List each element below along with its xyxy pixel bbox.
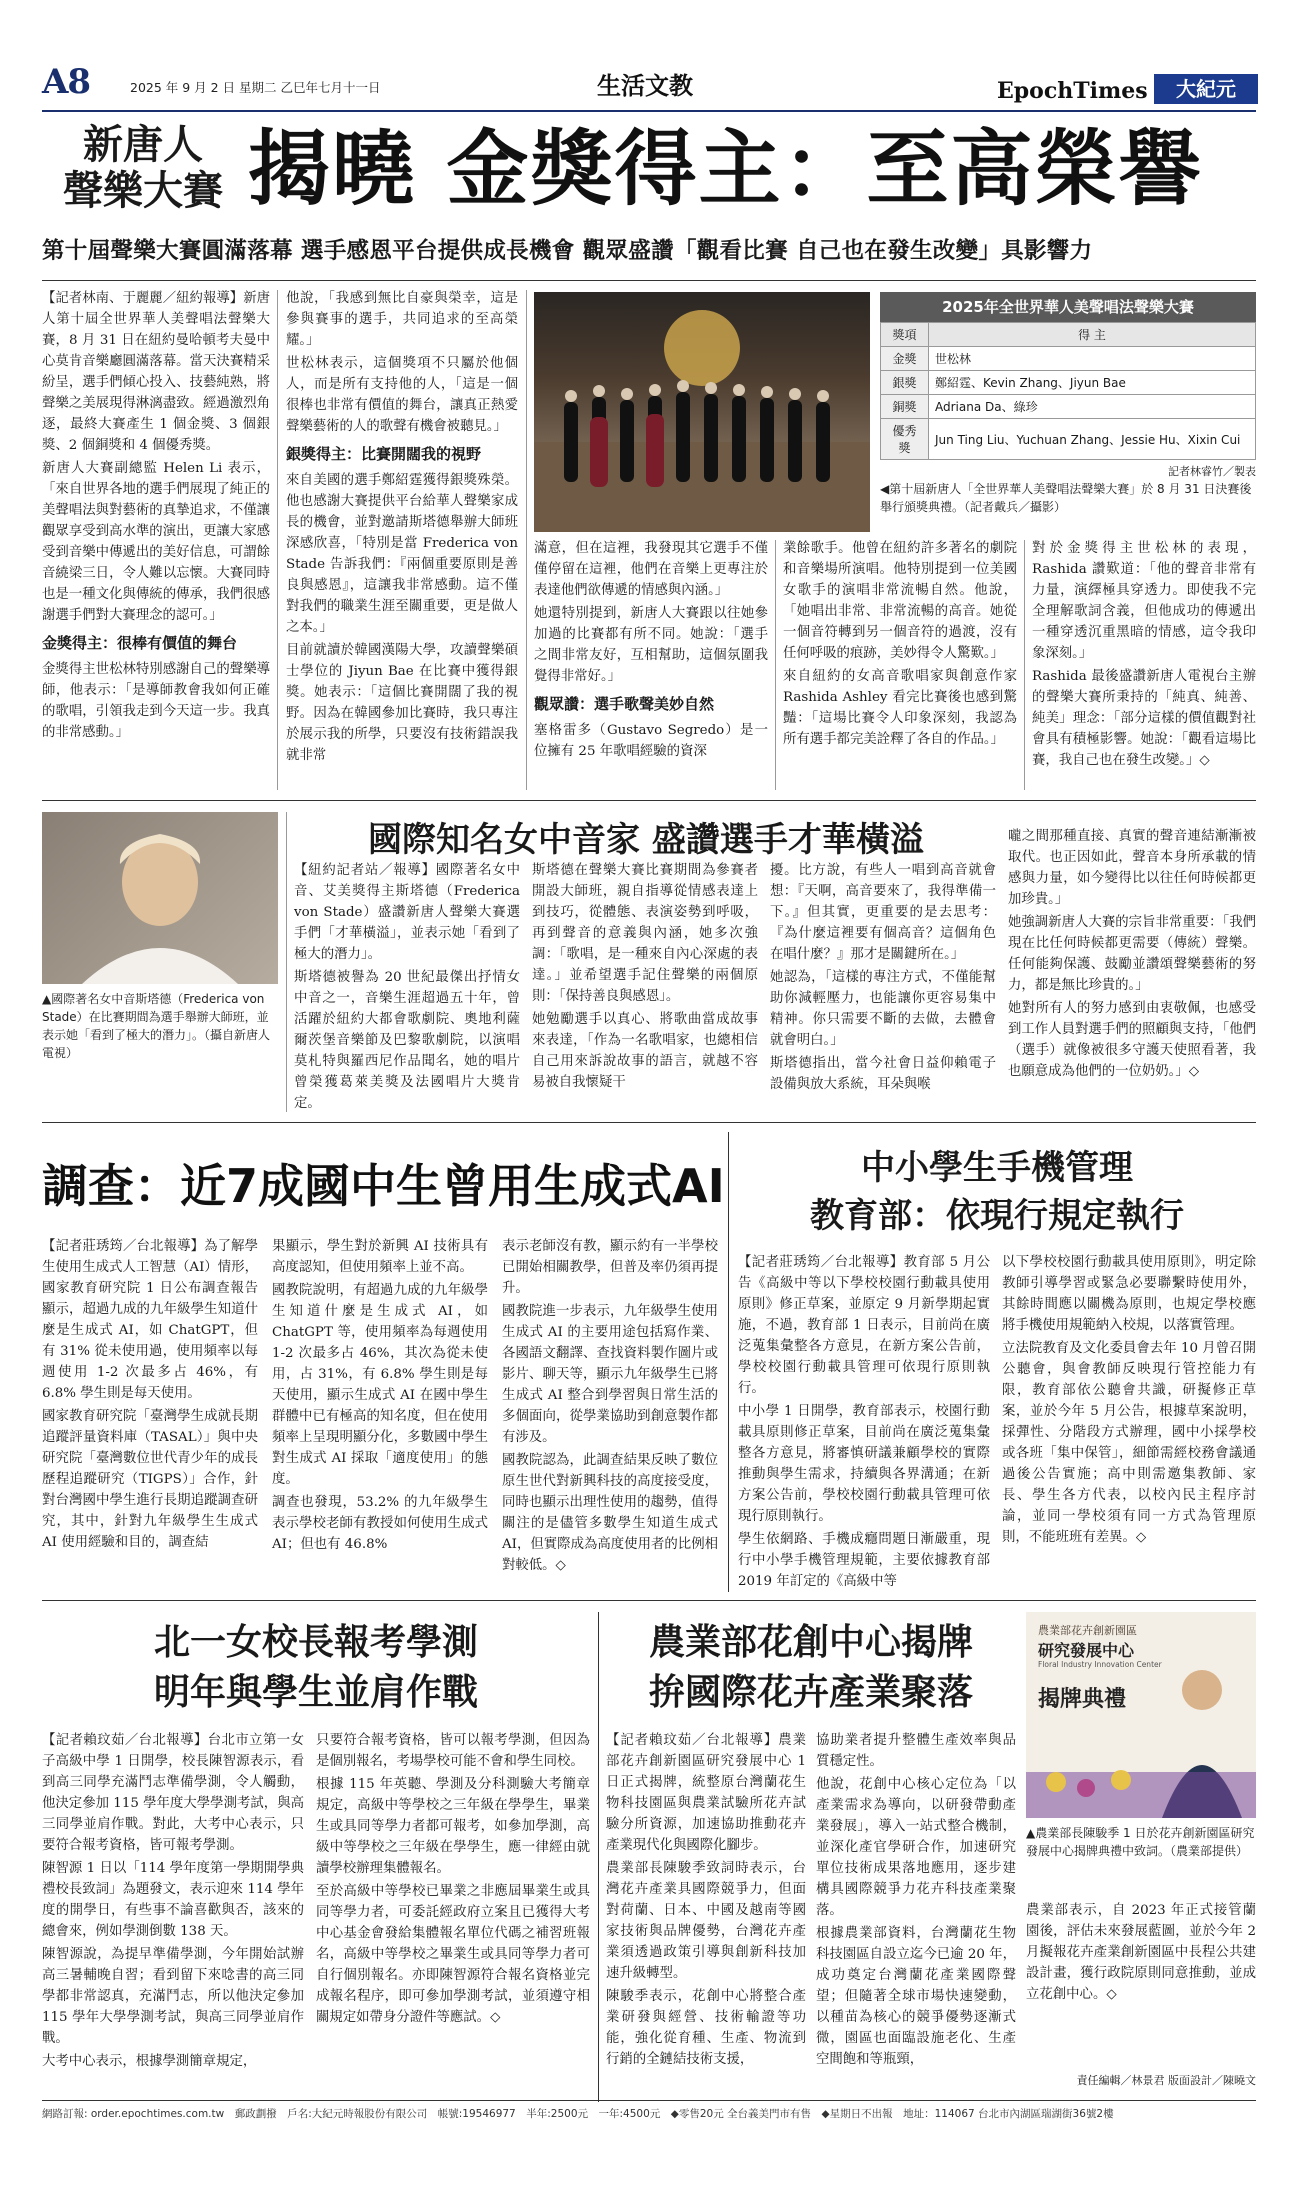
story6-paragraph: 農業部長陳駿季致詞時表示，台灣花卉產業具國際競爭力，但面對荷蘭、日本、中國及越南等國家技術與品牌優勢，台灣花卉產業須透過政策引導與創新科技加速升級轉型。 — [606, 1861, 806, 1981]
table-row — [881, 419, 1256, 460]
story6-photo-caption: ▲農業部長陳駿季 1 日於花卉創新園區研究發展中心揭牌典禮中致詞。（農業部提供） — [1026, 1826, 1255, 1858]
footer-rule — [42, 2100, 1256, 2101]
section-rule — [42, 800, 1256, 801]
table-cell-award: 優秀獎 — [881, 419, 929, 460]
story4-column-1 — [738, 1252, 990, 1594]
awards-table-credit: 記者林睿竹／製表 — [1168, 465, 1256, 478]
story2-column-1 — [294, 860, 520, 1116]
story2-paragraph: 擾。比方說，有些人一唱到高音就會想：『天啊，高音要來了，我得準備一下。』但其實，更重要的是去思考：『為什麼這裡要有個高音？這個角色在唱什麼？』那才是關鍵所在。」 — [770, 863, 996, 962]
story6-column-3 — [1026, 1900, 1256, 2007]
story5-paragraph: 至於高級中等學校已畢業之非應屆畢業生或具同等學力者，可委託經政府立案且已獲得大考中心基金會發給集體報名單位代碼之補習班報名，高級中等學校之畢業生或具同等學力者可自行個別報名。亦即陳智源符合報名資格並完成報名程序，即可參加學測考試，並須遵守相關規定如帶身分證件等應試。◇ — [316, 1884, 590, 2025]
column-divider — [277, 290, 278, 790]
table-cell-winners: Jun Ting Liu、Yuchuan Zhang、Jessie Hu、Xixin Cui — [929, 419, 1256, 460]
lead-paragraph: 業餘歌手。他曾在紐約許多著名的劇院和音樂場所演唱。他特別提到一位美國女歌手的演唱非常流暢自然。他說，「她唱出非常、非常流暢的高音。她從一個音符轉到另一個音符的過渡，沒有任何呼吸的痕跡，美妙得令人驚歎。」 — [783, 541, 1017, 661]
layout-credit: 責任編輯／林景君 版面設計／陳曉文 — [1076, 2074, 1256, 2087]
story5-paragraph: 只要符合報考資格，皆可以報考學測，但因為是個別報名，考場學校可能不會和學生同校。 — [316, 1733, 590, 1769]
story6-paragraph: 協助業者提升整體生產效率與品質穩定性。 — [816, 1733, 1016, 1769]
story2-headline: 國際知名女中音家 盛讚選手才華橫溢 — [368, 820, 924, 860]
lead-paragraph: 新唐人大賽副總監 Helen Li 表示，「來自世界各地的選手們展現了純正的美聲唱法與對藝術的真摯追求，不僅讓觀眾享受到高水準的演出，更讓大家感受到音樂中傳遞出的美好信息，可謂餘音繞梁三日，令人難以忘懷。大賽同時也是一種文化與傳統的傳承，我們很感謝選手們對大賽理念的認可。」 — [42, 461, 270, 623]
page-number: A8 — [42, 62, 91, 102]
table-cell-award: 金獎 — [881, 347, 929, 371]
banner-line-4: 揭牌典禮 — [1038, 1687, 1127, 1712]
table-header-row — [881, 323, 1256, 347]
story2-paragraph: 她強調新唐人大賽的宗旨非常重要：「我們現在比任何時候都更需要（傳統）聲樂。任何能夠保護、鼓勵並讚頌聲樂藝術的努力，都是無比珍貴的。」 — [1008, 915, 1256, 993]
table-cell-winners: Adriana Da、綠珍 — [929, 395, 1256, 419]
story5-headline — [42, 1618, 590, 1718]
story6-paragraph: 他說，花創中心核心定位為「以產業需求為導向，以研發帶動產業發展」，導入一站式整合機制，並深化產官學研合作，加速研究單位技術成果落地應用，逐步建構具國際競爭力花卉科技產業聚落。 — [816, 1777, 1016, 1918]
story6-photo-art — [1026, 1612, 1256, 1818]
story6-photo — [1026, 1612, 1256, 1818]
story2-paragraph: 【紐約記者站／報導】國際著名女中音、艾美獎得主斯塔德（Frederica von Stade）盛讚新唐人聲樂大賽選手們「才華橫溢」，並表示她「看到了極大的潛力」。 — [294, 863, 520, 962]
story5-headline-line-1: 北一女校長報考學測 — [153, 1622, 478, 1663]
story5-paragraph: 根據 115 年英聽、學測及分科測驗大考簡章規定，高級中等學校之三年級在學學生，畢業生或具同等學力者都可報考，如參加學測，高級中等學校之三年級在學學生，應一律經由就讀學校辦理集體報名。 — [316, 1777, 590, 1876]
lead-kicker — [48, 122, 238, 214]
lead-paragraph: 金獎得主世松林特別感謝自己的聲樂導師，他表示：「是導師教會我如何正確的歌唱，引領我走到今天這一步。我真的非常感動。」 — [42, 662, 270, 740]
table-header-cell: 得 主 — [929, 323, 1256, 347]
table-cell-winners: 鄭紹霆、Kevin Zhang、Jiyun Bae — [929, 371, 1256, 395]
lead-subheading-gold: 金獎得主：很棒有價值的舞台 — [42, 634, 238, 652]
story6-column-1 — [606, 1730, 806, 2072]
story2-paragraph: 嚨之間那種直接、真實的聲音連結漸漸被取代。也正因如此，聲音本身所承載的情感與力量，如今變得比以往任何時候都更加珍貴。」 — [1008, 829, 1256, 907]
lead-paragraph: 目前就讀於韓國漢陽大學，攻讀聲樂碩士學位的 Jiyun Bae 在比賽中獲得銀獎。她表示：「這個比賽開闊了我的視野。因為在韓國參加比賽時，我只專注於展示我的所學，只要沒有技術錯誤我就非常 — [286, 643, 518, 763]
table-row — [881, 347, 1256, 371]
story2-paragraph: 斯塔德指出，當今社會日益仰賴電子設備與放大系統，耳朵與喉 — [770, 1056, 996, 1092]
page-header — [42, 62, 1256, 110]
story5-paragraph: 【記者賴玟茹／台北報導】台北市立第一女子高級中學 1 日開學，校長陳智源表示，看到高三同學充滿鬥志準備學測，令人觸動，他決定參加 115 學年度大學學測考試，與高三同學並肩作戰。對此，大考中心表示，只要符合報考資格，皆可報考學測。 — [42, 1733, 304, 1853]
story5-paragraph: 陳智源 1 日以「114 學年度第一學期開學典禮校長致詞」為題發文，表示迎來 114 學年度的開學日，有些事不論喜歡與否，該來的總會來，例如學測倒數 138 天。 — [42, 1861, 304, 1939]
banner-line-3: Floral Industry Innovation Center — [1038, 1660, 1162, 1669]
story2-photo-art — [42, 812, 278, 984]
footer-info: 網路訂報: order.epochtimes.com.tw 郵政劃撥 戶名:大紀元時報股份有限公司 帳號:19546977 半年:2500元 一年:4500元 ◆零售20元 全台義美門市有售 ◆星期日不出報 地址：114067 台北市內湖區瑞湖街36號2樓 — [42, 2108, 1114, 2120]
lead-column-5 — [1032, 538, 1256, 773]
story6-headline — [606, 1618, 1016, 1718]
lead-paragraph: 他說，「我感到無比自豪與榮幸，這是參與賽事的選手，共同追求的至高榮耀。」 — [286, 291, 518, 348]
story4-column-2 — [1002, 1252, 1256, 1550]
story3-paragraph: 調查也發現，53.2% 的九年級學生表示學校老師有教授如何使用生成式 AI；但也有 46.8% — [272, 1495, 488, 1552]
story4-paragraph: 中小學 1 日開學，教育部表示，校園行動載具原則修正草案，目前尚在廣泛蒐集彙整各方意見，將審慎研議兼顧學校的實際推動與學生需求，持續與各界溝通；在新方案公告前，學校校園行動載具管理可依現行原則執行。 — [738, 1404, 990, 1524]
story3-column-2 — [272, 1236, 488, 1557]
story5-column-1 — [42, 1730, 304, 2074]
story2-paragraph: 她對所有人的努力感到由衷敬佩，也感受到工作人員對選手們的照顧與支持，「他們（選手）就像被很多守護天使照看著，我也願意成為他們的一位奶奶。」◇ — [1008, 1001, 1256, 1079]
story2-paragraph: 她勉勵選手以真心、將歌曲當成故事來表達，「作為一名歌唱家，也總相信自己用來訴說故事的語言，就越不容易被自我懷疑干 — [532, 1012, 758, 1090]
story6-paragraph: 陳駿季表示，花創中心將整合產業研發與經營、技術輸證等功能，強化從育種、生產、物流到行銷的全鏈結技術支援， — [606, 1989, 806, 2067]
table-header-cell: 獎項 — [881, 323, 929, 347]
story2-photo-caption: ▲國際著名女中音斯塔德（Frederica von Stade）在比賽期間為選手舉辦大師班，並表示她「看到了極大的潛力」。（攝自新唐人電視） — [42, 992, 271, 1060]
story2-column-4 — [1008, 826, 1256, 1084]
lead-column-1 — [42, 288, 270, 745]
lead-subhead: 第十屆聲樂大賽圓滿落幕 選手感恩平台提供成長機會 觀眾盛讚「觀看比賽 自己也在發生改變」具影響力 — [42, 238, 1093, 264]
lead-paragraph: 對於金獎得主世松林的表現，Rashida 讚歎道：「他的聲音非常有力量，演繹極具穿透力。即使我不完全理解歌詞含義，但他成功的傳遞出一種穿透沉重黑暗的情感，這令我印象深刻。」 — [1032, 541, 1256, 661]
story4-paragraph: 以下學校校園行動載具使用原則》，明定除教師引導學習或緊急必要聯繫時使用外，其餘時間應以關機為原則，也規定學校應將手機使用規範納入校規，以落實管理。 — [1002, 1255, 1256, 1333]
section-rule — [42, 1122, 1256, 1123]
story3-paragraph: 國教院進一步表示，九年級學生使用生成式 AI 的主要用途包括寫作業、各國語文翻譯、查找資料製作圖片或影片、聊天等，顯示九年級學生已將生成式 AI 整合到學習與日常生活的多個面向，從學業協助到創意製作都有涉及。 — [502, 1304, 718, 1445]
table-row — [881, 395, 1256, 419]
lead-paragraph: 滿意，但在這裡，我發現其它選手不僅僅停留在這裡，他們在音樂上更專注於表達他們欲傳遞的情感與內涵。」 — [534, 541, 768, 598]
table-cell-winners: 世松林 — [929, 347, 1256, 371]
lead-paragraph: 塞格雷多（Gustavo Segredo）是一位擁有 25 年歌唱經驗的資深 — [534, 723, 768, 759]
story3-paragraph: 果顯示，學生對於新興 AI 技術具有高度認知，但使用頻率上並不高。 — [272, 1239, 488, 1275]
story3-column-3 — [502, 1236, 718, 1578]
lead-subheading-audience: 觀眾讚：選手歌聲美妙自然 — [534, 695, 715, 713]
kicker-line-2: 聲樂大賽 — [63, 168, 223, 214]
story3-paragraph: 【記者莊琇筠／台北報導】為了解學生使用生成式人工智慧（AI）情形，國家教育研究院 1 日公布調查報告顯示，超過九成的九年級學生知道什麼是生成式 AI，如 ChatGPT，但有 31% 從未使用過，使用頻率以每週使用 1-2 次最多占 46%，有 6.8% 學生則是每天使用。 — [42, 1239, 258, 1401]
lead-column-4 — [783, 538, 1017, 752]
column-divider — [598, 1612, 599, 2102]
story4-headline — [738, 1144, 1256, 1240]
table-cell-award: 銅獎 — [881, 395, 929, 419]
section-name: 生活文教 — [597, 72, 693, 100]
lead-headline: 揭曉 金獎得主：至高榮譽 — [248, 122, 1203, 217]
awards-table-box — [880, 292, 1256, 479]
table-row — [881, 371, 1256, 395]
banner-line-1: 農業部花卉創新園區 — [1038, 1624, 1137, 1637]
lead-paragraph: 【記者林南、于麗麗／紐約報導】新唐人第十屆全世界華人美聲唱法聲樂大賽，8 月 31 日在紐約曼哈頓考夫曼中心莫肯音樂廳圓滿落幕。當天決賽精采紛呈，選手們傾心投入、技藝純熟，將聲樂之美展現得淋漓盡致。經過激烈角逐，最終大賽產生 1 個金獎、3 個銀獎、2 個銅獎和 4 個優秀獎。 — [42, 291, 270, 453]
column-divider — [728, 1132, 729, 1592]
story2-paragraph: 她認為，「這樣的專注方式，不僅能幫助你減輕壓力，也能讓你更容易集中精神。你只需要不斷的去做，去體會就會明白。」 — [770, 970, 996, 1048]
story3-column-1 — [42, 1236, 258, 1555]
section-rule — [42, 1600, 1256, 1601]
story5-column-2 — [316, 1730, 590, 2030]
brand-en: EpochTimes — [997, 78, 1148, 104]
story4-paragraph: 【記者莊琇筠／台北報導】教育部 5 月公告《高級中等以下學校校園行動載具使用原則》修正草案，並原定 9 月新學期起實施，不過，教育部 1 日表示，目前尚在廣泛蒐集彙整各方意見，在新方案公告前，學校校園行動載具管理可依現行原則執行。 — [738, 1255, 990, 1396]
story4-headline-line-2: 教育部：依現行規定執行 — [810, 1196, 1184, 1236]
lead-column-3 — [534, 538, 768, 764]
story6-column-2 — [816, 1730, 1016, 2072]
story5-paragraph: 大考中心表示，根據學測簡章規定， — [42, 2054, 257, 2069]
lead-paragraph: 她還特別提到，新唐人大賽跟以往她參加過的比賽都有所不同。她說：「選手之間非常友好，互相幫助，這個氛圍我覺得非常好。」 — [534, 606, 768, 684]
story5-paragraph: 陳智源說，為提早準備學測，今年開始試辦高三暑輔晚自習；看到留下來唸書的高三同學都非常認真，充滿鬥志，所以他決定參加 115 學年大學學測考試，與高三同學並肩作戰。 — [42, 1947, 304, 2046]
story2-column-3 — [770, 860, 996, 1097]
story6-paragraph: 【記者賴玟茹／台北報導】農業部花卉創新園區研究發展中心 1 日正式揭牌，統整原台灣蘭花生物科技園區與農業試驗所花卉試驗分所資源，加速協助推動花卉產業現代化與國際化腳步。 — [606, 1733, 806, 1853]
story2-paragraph: 斯塔德被譽為 20 世紀最傑出抒情女中音之一，音樂生涯超過五十年，曾活躍於紐約大都會歌劇院、奧地利薩爾茨堡音樂節及巴黎歌劇院，以演唱莫札特與羅西尼作品聞名，她的唱片曾榮獲葛萊美獎及法國唱片大獎肯定。 — [294, 970, 520, 1111]
story4-paragraph: 學生依網路、手機成癮問題日漸嚴重，現行中小學手機管理規範，主要依據教育部 2019 年訂定的《高級中等 — [738, 1532, 990, 1589]
header-rule — [42, 110, 1256, 112]
lead-column-2 — [286, 288, 518, 768]
lead-subhead-rule — [42, 280, 1256, 281]
lead-paragraph: 來自美國的選手鄭紹霆獲得銀獎殊榮。他也感謝大賽提供平台給華人聲樂家成長的機會，並對邀請斯塔德舉辦大師班深感欣喜，「特別是當 Frederica von Stade 告訴我們：『兩個重要原則是善良與感恩』，這讓我非常感動。這不僅對我們的職業生涯至關重要，更是做人之本。」 — [286, 473, 518, 635]
lead-subheading-silver: 銀獎得主：比賽開闊我的視野 — [286, 445, 482, 463]
kicker-line-1: 新唐人 — [83, 122, 203, 168]
story5-headline-line-2: 明年與學生並肩作戰 — [153, 1672, 478, 1713]
story3-paragraph: 國教院認為，此調查結果反映了數位原生世代對新興科技的高度接受度，同時也顯示出理性使用的趨勢，值得關注的是儘管多數學生知道生成式 AI，但實際成為高度使用者的比例相對較低。◇ — [502, 1453, 718, 1573]
story3-paragraph: 國教院說明，有超過九成的九年級學生知道什麼是生成式 AI，如 ChatGPT 等，使用頻率為每週使用 1-2 次最多占 46%，其次為從未使用，占 31%，有 6.8% 學生則是每天使用，顯示生成式 AI 在國中學生群體中已有極高的知名度，但在使用頻率上呈現明顯分化，多數國中學生對生成式 AI 採取「適度使用」的態度。 — [272, 1283, 488, 1487]
story4-headline-line-1: 中小學生手機管理 — [861, 1148, 1133, 1188]
story6-paragraph: 農業部表示，自 2023 年正式接管蘭園後，評估未來發展藍圖，並於今年 2 月擬報花卉產業創新園區中長程公共建設計畫，獲行政院原則同意推動，並成立花創中心。◇ — [1026, 1903, 1256, 2002]
lead-photo — [534, 292, 870, 532]
issue-date: 2025 年 9 月 2 日 星期二 乙巳年七月十一日 — [130, 80, 381, 95]
story3-paragraph: 表示老師沒有教，顯示約有一半學校已開始相關教學，但普及率仍須再提升。 — [502, 1239, 718, 1296]
lead-photo-caption: ◀第十屆新唐人「全世界華人美聲唱法聲樂大賽」於 8 月 31 日決賽後舉行頒獎典禮。（記者戴兵／攝影） — [880, 482, 1252, 514]
story4-paragraph: 立法院教育及文化委員會去年 10 月曾召開公聽會，與會教師反映現行管控能力有限，教育部依公聽會共識，研擬修正草案，並於今年 5 月公告，根據草案說明，採彈性、分階段方式辦理，國中小採學校或各班「集中保管」，細節需經校務會議通過後公告實施；高中則需邀集教師、家長、學生各方代表，以校內民主程序討論，並同一學校須有同一方式為管理原則，不能班班有差異。◇ — [1002, 1341, 1256, 1545]
story6-headline-line-1: 農業部花創中心揭牌 — [648, 1622, 973, 1663]
table-cell-award: 銀獎 — [881, 371, 929, 395]
story6-headline-line-2: 拚國際花卉產業聚落 — [648, 1672, 973, 1713]
brand-zh: 大紀元 — [1176, 77, 1236, 101]
story2-paragraph: 斯塔德在聲樂大賽比賽期間為參賽者開設大師班，親自指導從情感表達上到技巧，從體態、表演姿勢到呼吸，再到聲音的意義與內涵，她多次強調：「歌唱，是一種來自內心深處的表達。」並希望選手記住聲樂的兩個原則：「保持善良與感恩」。 — [532, 863, 758, 1004]
story3-headline: 調查：近7成國中生曾用生成式AI — [42, 1159, 725, 1213]
lead-photo-art — [534, 292, 870, 532]
awards-table-title: 2025年全世界華人美聲唱法聲樂大賽 — [880, 292, 1256, 322]
column-divider — [526, 290, 527, 790]
story6-paragraph: 根據農業部資料，台灣蘭花生物科技園區自設立迄今已逾 20 年，成功奠定台灣蘭花產業國際聲望；但隨著全球市場快速變動，以種苗為核心的競爭優勢逐漸式微，園區也面臨設施老化、生產空間飽和等瓶頸， — [816, 1926, 1016, 2067]
lead-paragraph: 來自紐約的女高音歌唱家與創意作家 Rashida Ashley 看完比賽後也感到驚豔：「這場比賽令人印象深刻，我認為所有選手都完美詮釋了各自的作品。」 — [783, 669, 1017, 747]
story2-column-2 — [532, 860, 758, 1095]
column-divider — [286, 812, 287, 1112]
lead-paragraph: Rashida 最後盛讚新唐人電視台主辦的聲樂大賽所秉持的「純真、純善、純美」理念：「部分這樣的價值觀對社會具有積極影響。她說：「觀看這場比賽，我自己也在發生改變。」◇ — [1032, 669, 1256, 768]
awards-table — [880, 322, 1256, 460]
column-divider — [775, 540, 776, 790]
column-divider — [1024, 540, 1025, 790]
brand-logo — [1154, 74, 1258, 104]
story3-paragraph: 國家教育研究院「臺灣學生成就長期追蹤評量資料庫（TASAL）」與中央研究院「臺灣數位世代青少年的成長歷程追蹤研究（TIGPS）」合作，針對台灣國中學生進行長期追蹤調查研究，其中，針對九年級學生生成式 AI 使用經驗和目的，調查結 — [42, 1409, 258, 1550]
lead-paragraph: 世松林表示，這個獎項不只屬於他個人，而是所有支持他的人，「這是一個很棒也非常有價值的舞台，讓真正熱愛聲樂藝術的人的歌聲有機會被聽見。」 — [286, 356, 518, 434]
story2-photo — [42, 812, 278, 984]
banner-line-2: 研究發展中心 — [1038, 1641, 1135, 1660]
